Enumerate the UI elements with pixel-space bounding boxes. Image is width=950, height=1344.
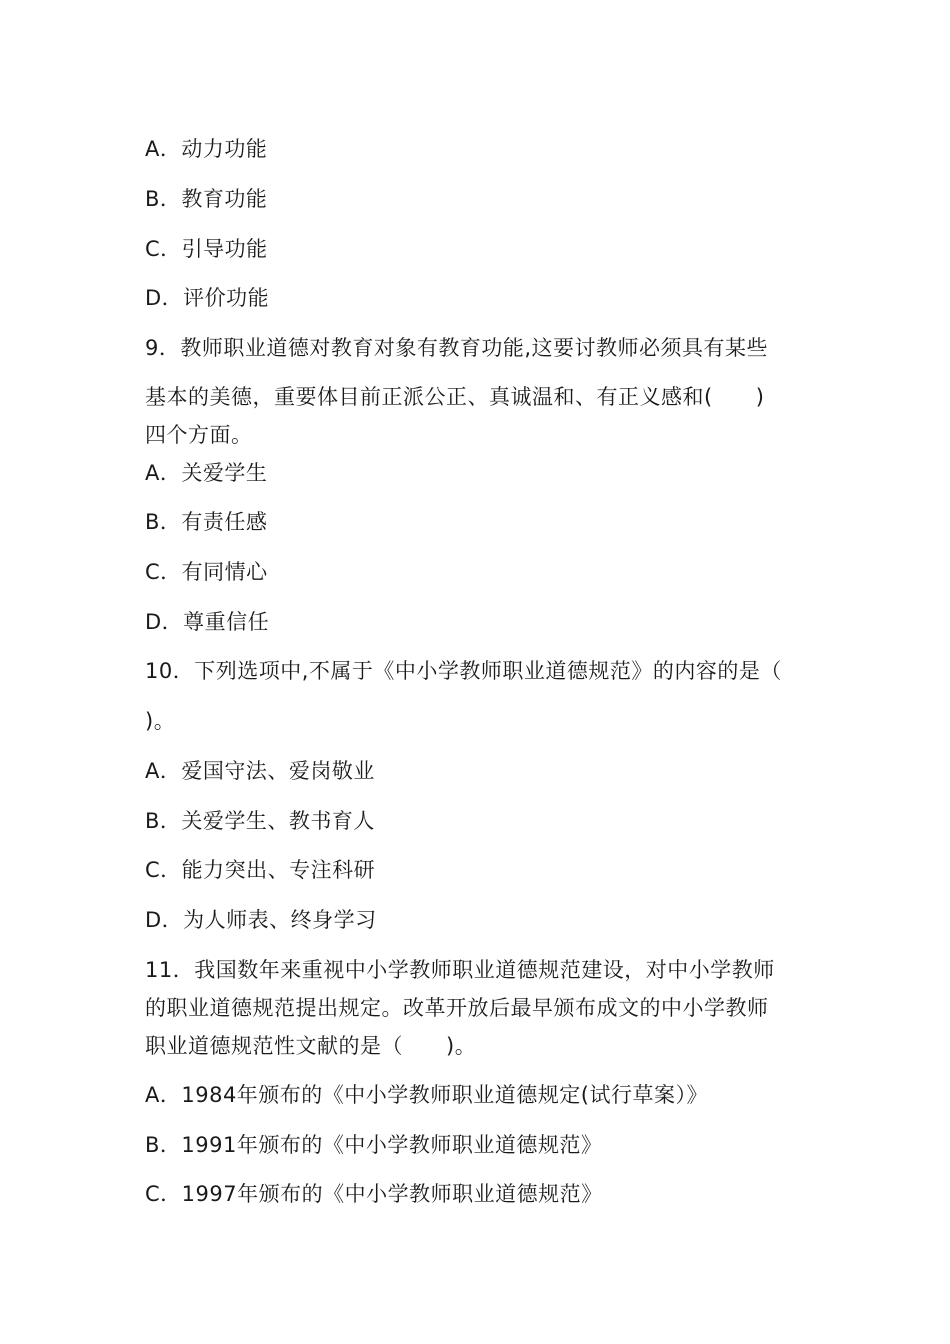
question-9-stem-line-1: 9．教师职业道德对教育对象有教育功能,这要讨教师必须具有某些 xyxy=(145,336,769,360)
question-11-stem-line-2: 的职业道德规范提出规定。改革开放后最早颁布成文的中小学教师 xyxy=(145,996,769,1020)
question-9-option-c: C．有同情心 xyxy=(145,560,268,584)
question-10-option-d: D．为人师表、终身学习 xyxy=(145,908,377,932)
question-10-option-a: A．爱国守法、爱岗敬业 xyxy=(145,759,375,783)
question-8-option-a: A．动力功能 xyxy=(145,137,268,161)
question-10-stem-line-2: )。 xyxy=(145,709,176,733)
question-9-stem-line-3: 四个方面。 xyxy=(145,423,253,447)
question-10-option-b: B．关爱学生、教书育人 xyxy=(145,809,375,833)
question-9-stem-line-2: 基本的美德，重要体目前正派公正、真诚温和、有正义感和( ) xyxy=(145,385,765,409)
question-10-stem-line-1: 10．下列选项中,不属于《中小学教师职业道德规范》的内容的是（ xyxy=(145,659,782,683)
question-8-option-d: D．评价功能 xyxy=(145,286,270,310)
question-9-option-a: A．关爱学生 xyxy=(145,461,268,485)
question-8-option-b: B．教育功能 xyxy=(145,187,268,211)
question-10-option-c: C．能力突出、专注科研 xyxy=(145,858,376,882)
question-11-option-c: C．1997年颁布的《中小学教师职业道德规范》 xyxy=(145,1182,603,1206)
question-9-option-d: D．尊重信任 xyxy=(145,610,270,634)
question-11-option-a: A．1984年颁布的《中小学教师职业道德规定(试行草案）》 xyxy=(145,1083,708,1107)
question-11-stem-line-3: 职业道德规范性文献的是（ )。 xyxy=(145,1034,477,1058)
question-11-stem-line-1: 11．我国数年来重视中小学教师职业道德规范建设，对中小学教师 xyxy=(145,958,775,982)
question-11-option-b: B．1991年颁布的《中小学教师职业道德规范》 xyxy=(145,1133,603,1157)
question-8-option-c: C．引导功能 xyxy=(145,237,268,261)
question-9-option-b: B．有责任感 xyxy=(145,510,268,534)
